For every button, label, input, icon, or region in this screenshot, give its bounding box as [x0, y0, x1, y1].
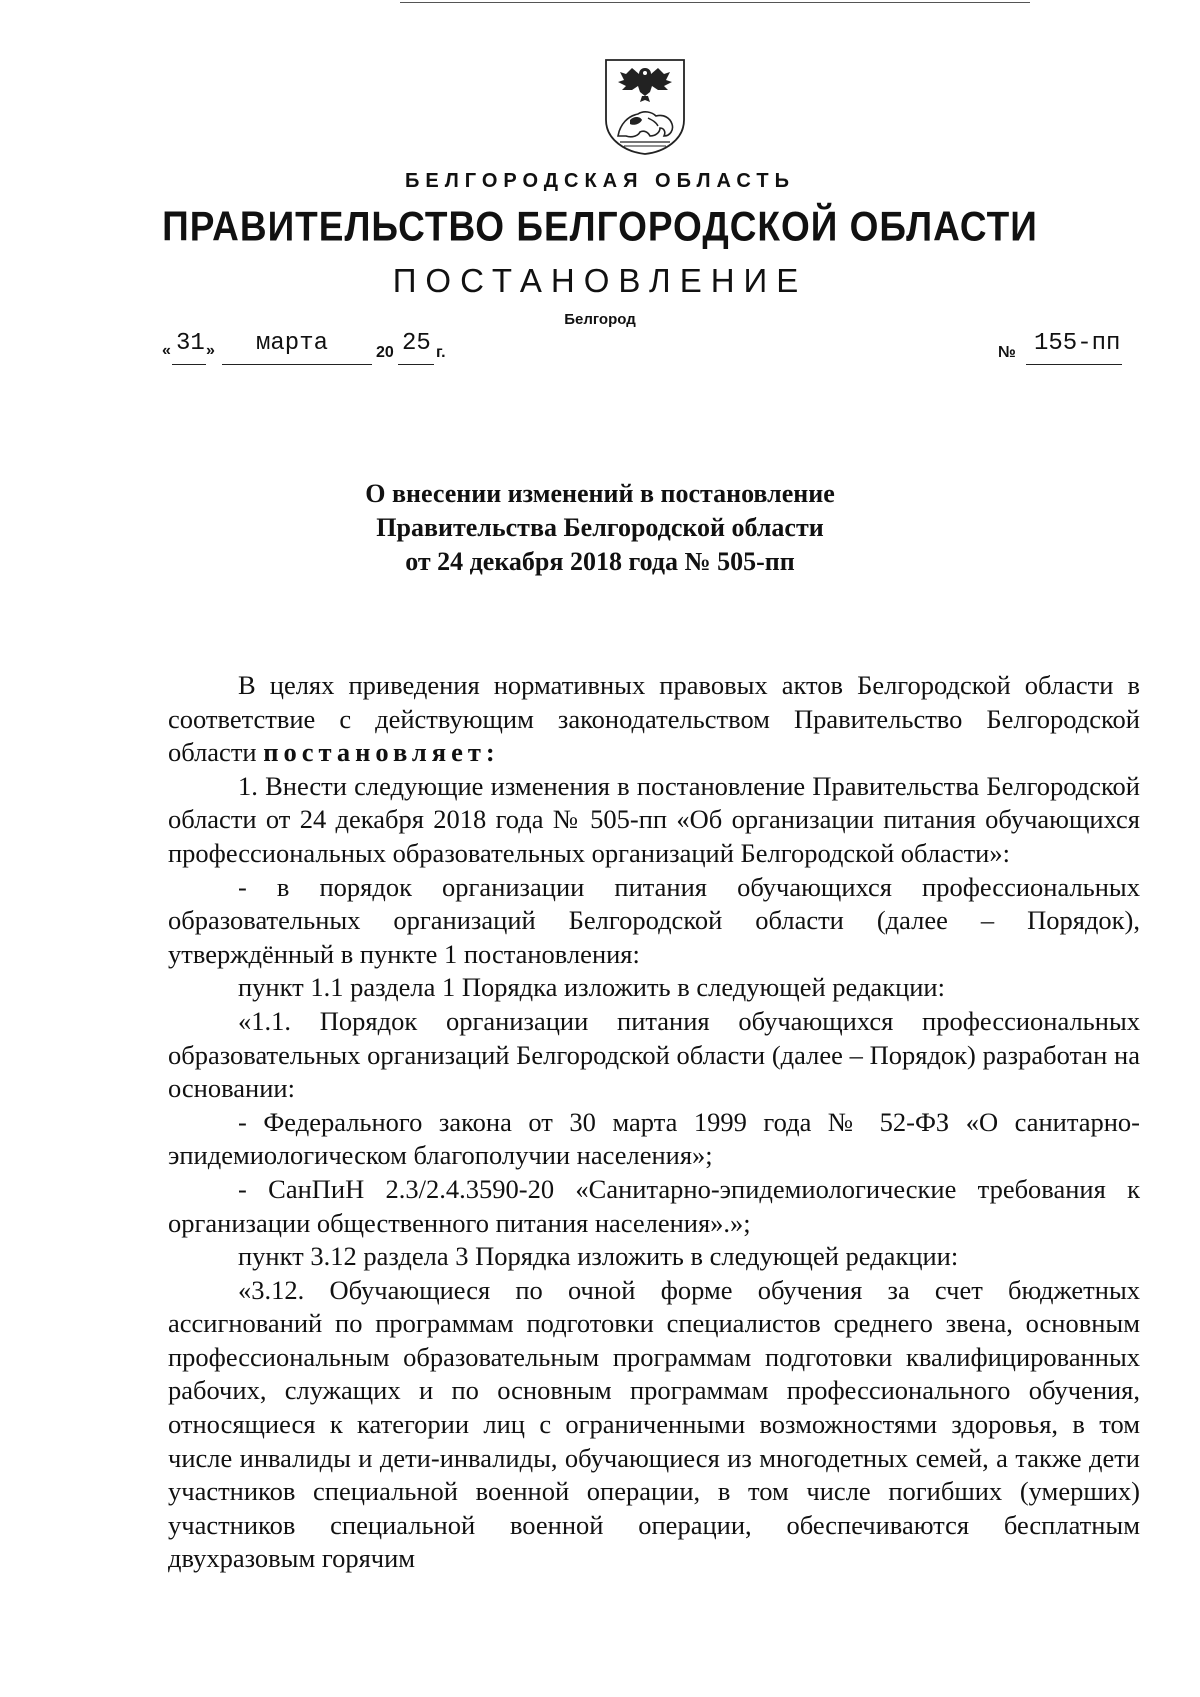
top-rule: [400, 2, 1030, 3]
body-intro: [168, 669, 1140, 770]
body-paragraph-7: пункт 3.12 раздела 3 Порядка изложить в следующей редакции:: [238, 1241, 959, 1272]
body-paragraph-8: «3.12. Обучающиеся по очной форме обучения за счет бюджетных ассигнований по программам подготовки специалистов среднего звена, основным профессиональным образовательным программам подготовки квалифицированных рабочих, служащих и по основным программам профессионального обучения, относящиеся к категории лиц с ограниченными возможностями здоровья, в том числе инвалиды и дети-инвалиды, обучающиеся из многодетных семей, а также дети участников специальной военной операции, в том числе погибших (умерших) участников специальной военной операции, обеспечиваются бесплатным двухразовым горячим: [168, 1274, 1140, 1574]
document-type-heading: ПОСТАНОВЛЕНИЕ: [392, 262, 808, 299]
intro-text: В целях приведения нормативных правовых актов Белгородской области в соответствие с действующим законодательством Правительство Белгородской области: [168, 670, 1140, 768]
date-month: марта: [256, 330, 329, 357]
date-year: 25: [402, 330, 431, 357]
number-line: [998, 330, 1128, 366]
title-line-2: Правительства Белгородской области: [376, 513, 824, 542]
title-line-3: от 24 декабря 2018 года № 505-пп: [405, 547, 795, 576]
number-underline: [1026, 364, 1122, 365]
date-close-quote: »: [206, 342, 215, 359]
intro-emphasis: постановляет:: [263, 737, 500, 768]
document-title: [0, 477, 1200, 579]
coat-of-arms-icon: [604, 58, 686, 156]
body-paragraph-4: «1.1. Порядок организации питания обучающихся профессиональных образовательных организаций Белгородской области (далее – Порядок) разработан на основании:: [168, 1005, 1140, 1104]
region-heading: БЕЛГОРОДСКАЯ ОБЛАСТЬ: [405, 170, 795, 192]
body-paragraph-1: 1. Внести следующие изменения в постановление Правительства Белгородской области от 24 декабря 2018 года № 505-пп «Об организации питания обучающихся профессиональных образовательных организаций Белгородской области»:: [168, 770, 1140, 868]
date-year-suffix: г.: [436, 344, 446, 361]
body-paragraph-3: пункт 1.1 раздела 1 Порядка изложить в следующей редакции:: [238, 972, 945, 1003]
month-underline: [222, 364, 372, 365]
body-paragraph-5: - Федерального закона от 30 марта 1999 года № 52-ФЗ «О санитарно-эпидемиологическом благополучии населения»;: [168, 1106, 1140, 1171]
body-paragraph-6: - СанПиН 2.3/2.4.3590-20 «Санитарно-эпидемиологические требования к организации общественного питания населения».»;: [168, 1173, 1140, 1238]
date-day: 31: [176, 330, 205, 357]
body-paragraph-2: - в порядок организации питания обучающихся профессиональных образовательных организаций Белгородской области (далее – Порядок), утверждённый в пункте 1 постановления:: [168, 871, 1140, 969]
document-body: [168, 669, 1140, 1576]
year-underline: [398, 364, 434, 365]
date-line: [162, 330, 502, 366]
date-open-quote: «: [162, 342, 171, 359]
city-label: Белгород: [564, 311, 636, 328]
date-century: 20: [376, 344, 394, 361]
document-number: 155-пп: [1034, 330, 1121, 357]
day-underline: [172, 364, 206, 365]
government-heading: ПРАВИТЕЛЬСТВО БЕЛГОРОДСКОЙ ОБЛАСТИ: [162, 203, 1038, 250]
number-label: №: [998, 344, 1016, 361]
title-line-1: О внесении изменений в постановление: [365, 479, 835, 508]
